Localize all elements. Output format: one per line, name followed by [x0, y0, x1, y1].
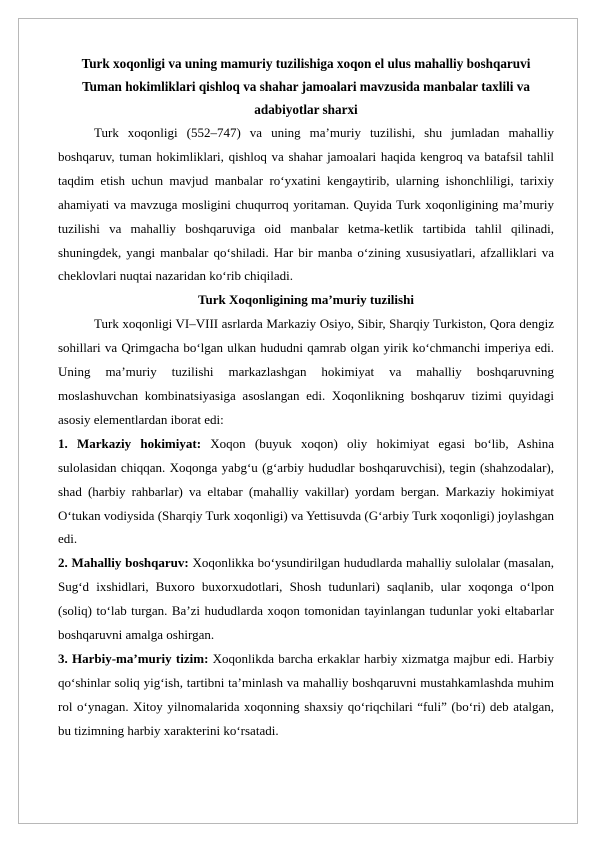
section-heading: Turk Xoqonligining ma’muriy tuzilishi — [198, 292, 414, 308]
list-item-text: Xoqon (buyuk xoqon) oliy hokimiyat egasi bo‘lib, Ashina sulolasidan chiqqan. Xoqonga yabg‘u (g‘arbiy hududlar boshqaruvchisi), tegin (shahzodalar), shad (harbiy rahbarlar) va eltabar (mahalliy vakillar) yordam bergan. Markaziy hokimiyat O‘tukan vodiysida (Sharqiy Turk xoqonligi) va Yettisuvda (G‘arbiy Turk xoqonligi) joylashgan edi. — [58, 435, 554, 547]
list-item-lead: 1. Markaziy hokimiyat: — [58, 435, 202, 451]
document-title-line-3: adabiyotlar sharxi — [254, 102, 358, 117]
list-item-lead: 2. Mahalliy boshqaruv: — [58, 555, 189, 571]
document-title-line-1: Turk xoqonligi va uning mamuriy tuzilishiga xoqon el ulus mahalliy boshqaruvi — [81, 56, 531, 71]
list-item-text: Xoqonlikka bo‘ysundirilgan hududlarda mahalliy sulolalar (masalan, Sug‘d ixshidlari, Buxoro buxorxudotlari, Shosh tudunlari) saqlanib, ular xoqonga o‘lpon (soliq) to‘lab turgan. Ba’zi hududlarda xoqon tomonidan tayinlangan tudunlar yoki eltabarlar boshqaruvni amalga oshirgan. — [58, 555, 554, 643]
document-title-line-2: Tuman hokimliklari qishloq va shahar jamoalari mavzusida manbalar taxlili va — [82, 79, 530, 94]
list-item-lead: 3. Harbiy-ma’muriy tizim: — [58, 650, 209, 666]
list-item-text: Xoqonlikda barcha erkaklar harbiy xizmatga majbur edi. Harbiy qo‘shinlar soliq yig‘ish, tartibni ta’minlash va mahalliy boshqaruvni mustahkamlashda muhim rol o‘ynagan. Xitoy yilnomalarida xoqonning shaxsiy qo‘riqchilari “fuli” (bo‘ri) deb atalgan, bu tizimning harbiy xarakterini ko‘rsatadi. — [58, 650, 554, 738]
document-body — [58, 52, 554, 743]
intro-paragraph: Turk xoqonligi (552–747) va uning ma’muriy tuzilishi, shu jumladan mahalliy boshqaruv, tuman hokimliklari, qishloq va shahar jamoalari haqida kengroq va batafsil tahlil taqdim etish uchun mavjud manbalar ro‘yxatini kengaytirib, ularning ishonchliligi, tarixiy ahamiyati va mavzuga mosligini chuqurroq yoritaman. Quyida Turk xoqonligining ma’muriy tuzilishi va mahalliy boshqaruviga oid manbalar ketma-ketlik tartibida tahlil qilinadi, shuningdek, yangi manbalar qo‘shiladi. Har bir manba o‘zining xususiyatlari, afzalliklari va cheklovlari nuqtai nazaridan ko‘rib chiqiladi. — [58, 125, 554, 284]
section-intro-paragraph: Turk xoqonligi VI–VIII asrlarda Markaziy Osiyo, Sibir, Sharqiy Turkiston, Qora dengiz sohillari va Qrimgacha bo‘lgan ulkan hududni qamrab olgan yirik ko‘chmanchi imperiya edi. Uning ma’muriy tuzilishi markazlashgan hokimiyat va mahalliy boshqaruvning moslashuvchan kombinatsiyasiga asoslangan edi. Xoqonlikning boshqaruv tizimi quyidagi asosiy elementlardan iborat edi: — [58, 316, 554, 427]
list-item-central-authority — [58, 432, 554, 552]
list-item-military-administrative — [58, 647, 554, 743]
list-item-local-governance — [58, 551, 554, 647]
